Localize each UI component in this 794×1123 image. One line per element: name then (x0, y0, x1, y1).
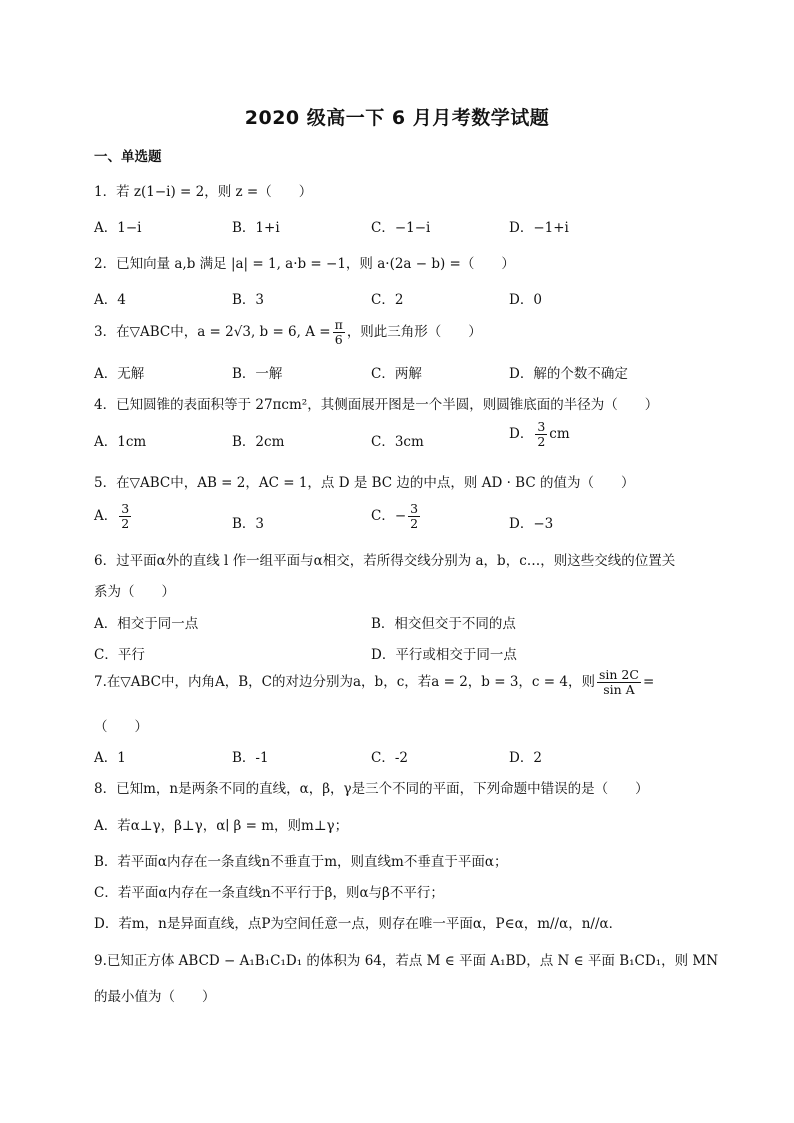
q5-a-label: A． (94, 508, 118, 524)
q6-option-a: A．相交于同一点 (94, 616, 199, 632)
q6-option-d: D．平行或相交于同一点 (371, 647, 517, 663)
q1-option-d: D．−1+i (509, 220, 569, 236)
q5-c-label: C．− (371, 508, 407, 524)
q8-option-c: C．若平面α内存在一条直线n不平行于β，则α与β不平行； (94, 885, 444, 901)
q7-option-b: B．-1 (232, 750, 269, 766)
q3-option-a: A．无解 (94, 366, 145, 382)
q5-c-den: 2 (410, 516, 419, 531)
question-7-stem-cont: （ ） (94, 719, 148, 735)
q3-stem-post: ，则此三角形（ ） (346, 324, 482, 340)
q4-d-unit: cm (549, 426, 570, 442)
q4-option-a: A．1cm (94, 434, 147, 450)
q7-option-a: A．1 (94, 750, 126, 766)
q7-stem-pre: 7.在▽ABC中，内角A，B，C的对边分别为a，b，c，若a = 2，b = 3，c = 4，则 (94, 674, 595, 690)
q3-frac-den: 6 (334, 332, 343, 347)
question-6-stem: 6．过平面α外的直线 l 作一组平面与α相交，若所得交线分别为 a，b，c…，则这些交线的位置关 (94, 553, 676, 569)
q7-option-c: C．-2 (371, 750, 408, 766)
question-3-stem (94, 318, 482, 347)
q2-option-d: D．0 (509, 292, 542, 308)
question-4-stem: 4．已知圆锥的表面积等于 27πcm²，其侧面展开图是一个半圆，则圆锥底面的半径为（ ） (94, 397, 659, 413)
question-7-stem (94, 668, 654, 697)
q4-d-fraction (535, 420, 547, 449)
q1-option-a: A．1−i (94, 220, 142, 236)
question-1-stem: 1．若 z(1−i) = 2，则 z =（ ） (94, 184, 313, 200)
question-9-stem: 9.已知正方体 ABCD − A₁B₁C₁D₁ 的体积为 64，若点 M ∈ 平面 A₁BD，点 N ∈ 平面 B₁CD₁，则 MN (94, 953, 719, 969)
q2-option-c: C．2 (371, 292, 404, 308)
question-9-stem-cont: 的最小值为（ ） (94, 989, 216, 1005)
q1-option-c: C．−1−i (371, 220, 431, 236)
q7-fraction (597, 668, 641, 697)
q3-option-b: B．一解 (232, 366, 283, 382)
q5-option-c (371, 502, 422, 531)
question-8-stem: 8．已知m，n是两条不同的直线，α，β，γ是三个不同的平面，下列命题中错误的是（ ） (94, 781, 649, 797)
q3-option-d: D．解的个数不确定 (509, 366, 628, 382)
q4-d-label: D． (509, 426, 534, 442)
question-5-stem: 5．在▽ABC中，AB = 2，AC = 1，点 D 是 BC 边的中点，则 AD · BC 的值为（ ） (94, 475, 635, 491)
q8-option-d: D．若m，n是异面直线，点P为空间任意一点，则存在唯一平面α，P∈α，m//α，n//α． (94, 916, 623, 932)
q5-a-num: 3 (121, 501, 130, 516)
q5-a-fraction (119, 502, 131, 531)
q5-a-den: 2 (121, 516, 130, 531)
page-title: 2020 级高一下 6 月月考数学试题 (244, 107, 550, 129)
q3-option-c: C．两解 (371, 366, 422, 382)
q4-option-d (509, 420, 570, 449)
q5-c-fraction (408, 502, 420, 531)
section-heading: 一、单选题 (94, 149, 162, 165)
q2-option-b: B．3 (232, 292, 265, 308)
q5-c-num: 3 (410, 501, 419, 516)
q4-option-b: B．2cm (232, 434, 285, 450)
q5-option-d: D．−3 (509, 516, 554, 532)
q7-frac-den: sin A (603, 682, 635, 697)
q7-frac-num: sin 2C (598, 667, 639, 682)
q6-option-b: B．相交但交于不同的点 (371, 616, 516, 632)
q3-fraction (333, 318, 345, 347)
q4-option-c: C．3cm (371, 434, 424, 450)
q5-option-a (94, 502, 133, 531)
q1-option-b: B．1+i (232, 220, 280, 236)
q2-option-a: A．4 (94, 292, 126, 308)
q4-d-num: 3 (537, 419, 546, 434)
q7-option-d: D．2 (509, 750, 542, 766)
q3-frac-num: π (334, 317, 343, 332)
q3-stem-pre: 3．在▽ABC中，a = 2√3, b = 6, A = (94, 324, 331, 340)
q6-option-c: C．平行 (94, 647, 145, 663)
question-6-stem-cont: 系为（ ） (94, 584, 175, 600)
q4-d-den: 2 (537, 434, 546, 449)
q8-option-b: B．若平面α内存在一条直线n不垂直于m，则直线m不垂直于平面α； (94, 854, 508, 870)
q8-option-a: A．若α⊥γ，β⊥γ，α∣ β = m，则m⊥γ； (94, 818, 349, 834)
q5-option-b: B．3 (232, 516, 265, 532)
question-2-stem: 2．已知向量 a,b 满足 |a| = 1, a·b = −1，则 a·(2a − b) =（ ） (94, 256, 515, 272)
q7-stem-post: = (642, 674, 655, 690)
